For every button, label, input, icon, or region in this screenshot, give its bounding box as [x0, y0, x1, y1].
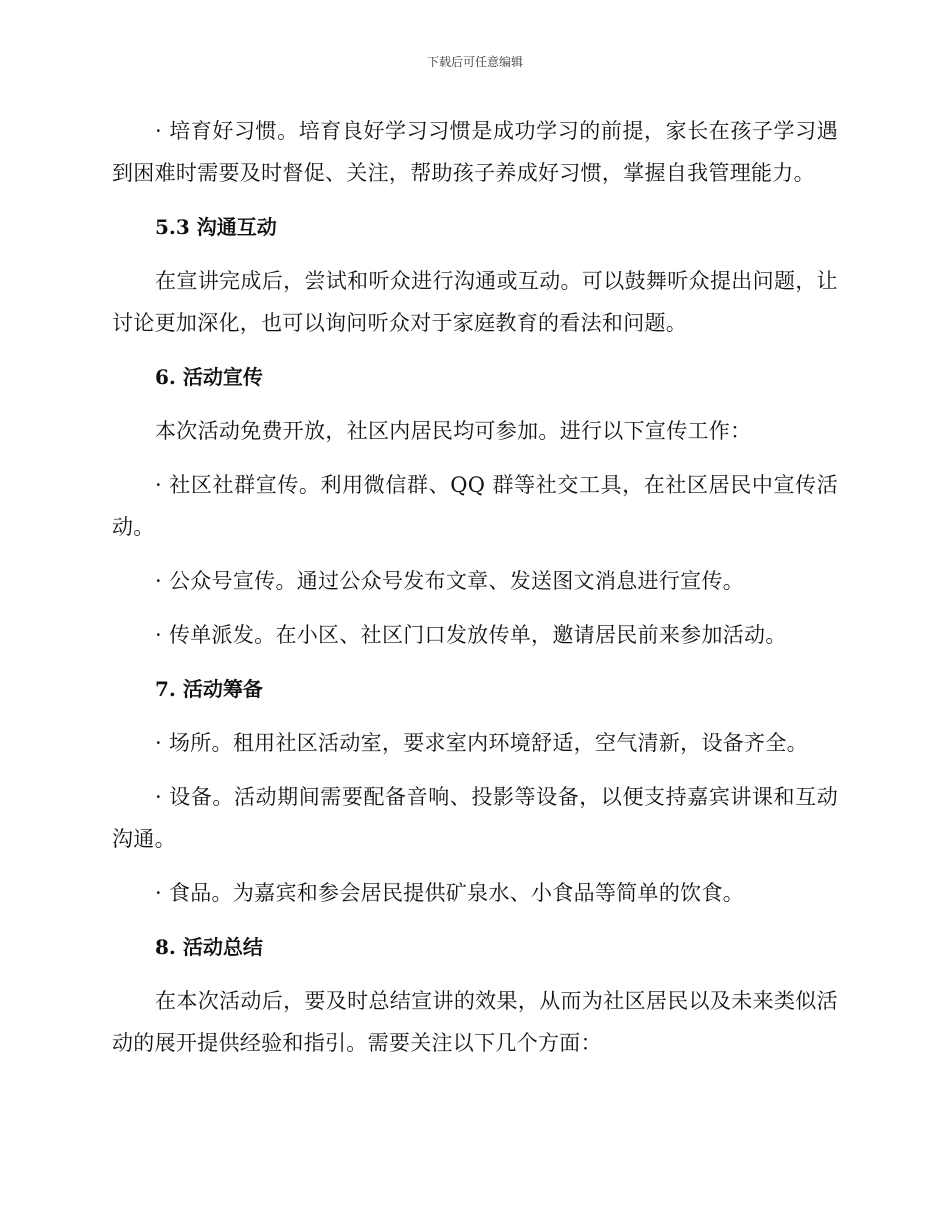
- heading-5-3: 5.3 沟通互动: [155, 215, 277, 239]
- paragraph-promo-intro: 本次活动免费开放，社区内居民均可参加。进行以下宣传工作：: [155, 419, 752, 443]
- paragraph-summary: 在本次活动后，要及时总结宣讲的效果，从而为社区居民以及未来类似活动的展开提供经验和指引。需要关注以下几个方面：: [112, 989, 838, 1055]
- paragraph-promo-official: · 公众号宣传。通过公众号发布文章、发送图文消息进行宣传。: [155, 569, 745, 593]
- paragraph-promo-flyers: · 传单派发。在小区、社区门口发放传单，邀请居民前来参加活动。: [155, 623, 787, 647]
- paragraph-prep-equipment: · 设备。活动期间需要配备音响、投影等设备，以便支持嘉宾讲课和互动沟通。: [112, 785, 838, 851]
- paragraph-promo-social: · 社区社群宣传。利用微信群、QQ 群等社交工具，在社区居民中宣传活动。: [112, 473, 838, 539]
- heading-6: 6. 活动宣传: [155, 365, 263, 389]
- paragraph-habits: · 培育好习惯。培育良好学习习惯是成功学习的前提，家长在孩子学习遇到困难时需要及时督促、关注，帮助孩子养成好习惯，掌握自我管理能力。: [112, 119, 838, 185]
- document-body: [112, 110, 838, 1064]
- page-header: 下载后可任意编辑: [426, 55, 523, 69]
- heading-8: 8. 活动总结: [155, 935, 263, 959]
- paragraph-interaction: 在宣讲完成后，尝试和听众进行沟通或互动。可以鼓舞听众提出问题，让讨论更加深化，也可以询问听众对于家庭教育的看法和问题。: [112, 269, 838, 335]
- paragraph-prep-food: · 食品。为嘉宾和参会居民提供矿泉水、小食品等简单的饮食。: [155, 881, 745, 905]
- heading-7: 7. 活动筹备: [155, 677, 263, 701]
- paragraph-prep-venue: · 场所。租用社区活动室，要求室内环境舒适，空气清新，设备齐全。: [155, 731, 808, 755]
